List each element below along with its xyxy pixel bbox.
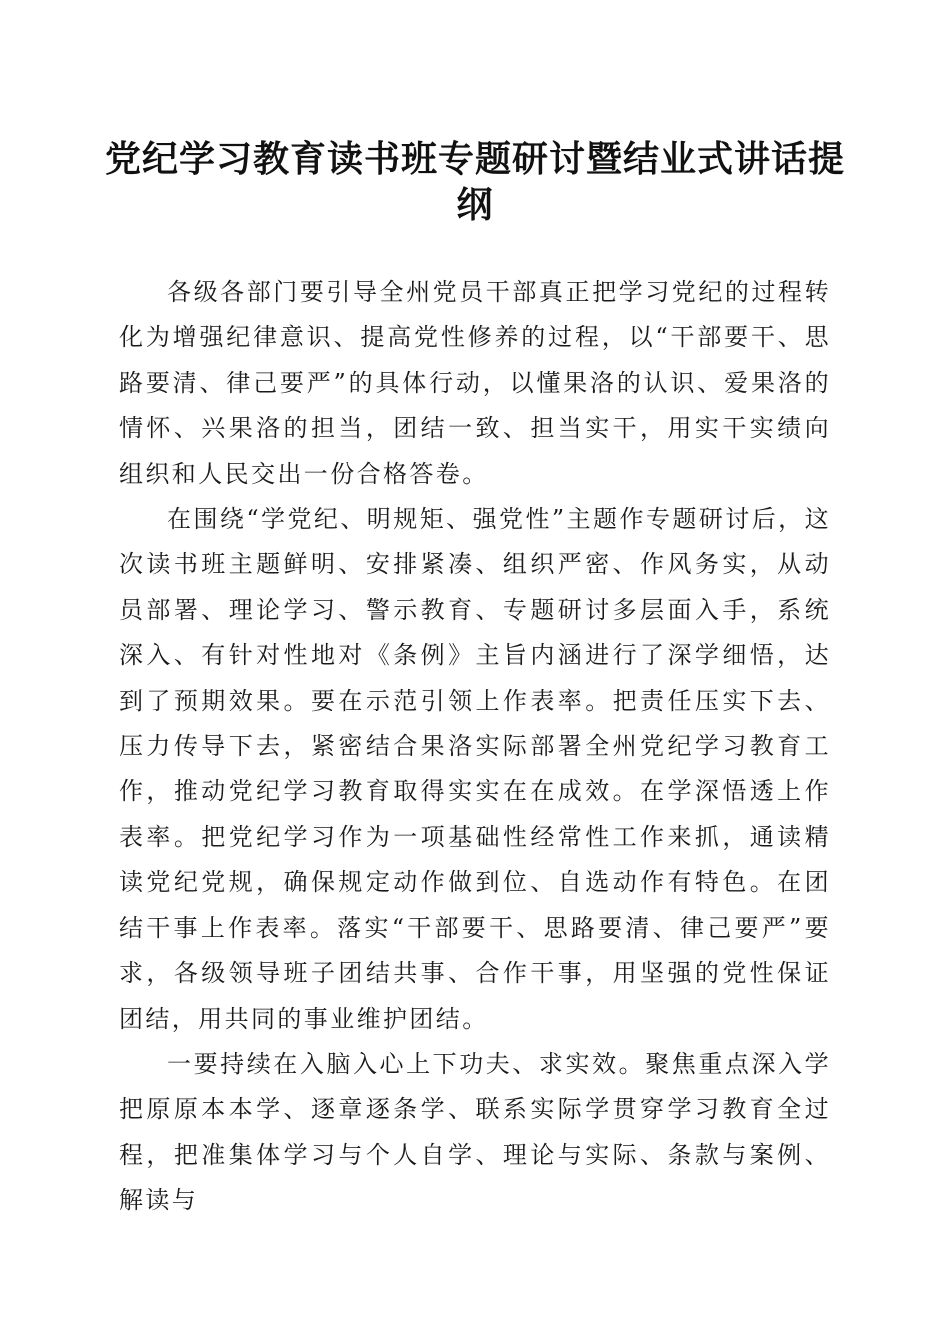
document-title: 党纪学习教育读书班专题研讨暨结业式讲话提纲 — [104, 138, 845, 226]
document-body — [119, 270, 831, 1224]
paragraph: 在围绕“学党纪、明规矩、强党性”主题作专题研讨后，这次读书班主题鲜明、安排紧凑、组织严密、作风务实，从动员部署、理论学习、警示教育、专题研讨多层面入手，系统深入、有针对性地对《条例》主旨内涵进行了深学细悟，达到了预期效果。要在示范引领上作表率。把责任压实下去、压力传导下去，紧密结合果洛实际部署全州党纪学习教育工作，推动党纪学习教育取得实实在在成效。在学深悟透上作表率。把党纪学习作为一项基础性经常性工作来抓，通读精读党纪党规，确保规定动作做到位、自选动作有特色。在团结干事上作表率。落实“干部要干、思路要清、律己要严”要求，各级领导班子团结共事、合作干事，用坚强的党性保证团结，用共同的事业维护团结。 — [119, 505, 831, 1033]
paragraph: 一要持续在入脑入心上下功夫、求实效。聚焦重点深入学把原原本本学、逐章逐条学、联系实际学贯穿学习教育全过程，把准集体学习与个人自学、理论与实际、条款与案例、解读与 — [119, 1049, 831, 1215]
paragraph: 各级各部门要引导全州党员干部真正把学习党纪的过程转化为增强纪律意识、提高党性修养的过程，以“干部要干、思路要清、律己要严”的具体行动，以懂果洛的认识、爱果洛的情怀、兴果洛的担当，团结一致、担当实干，用实干实绩向组织和人民交出一份合格答卷。 — [119, 278, 831, 488]
